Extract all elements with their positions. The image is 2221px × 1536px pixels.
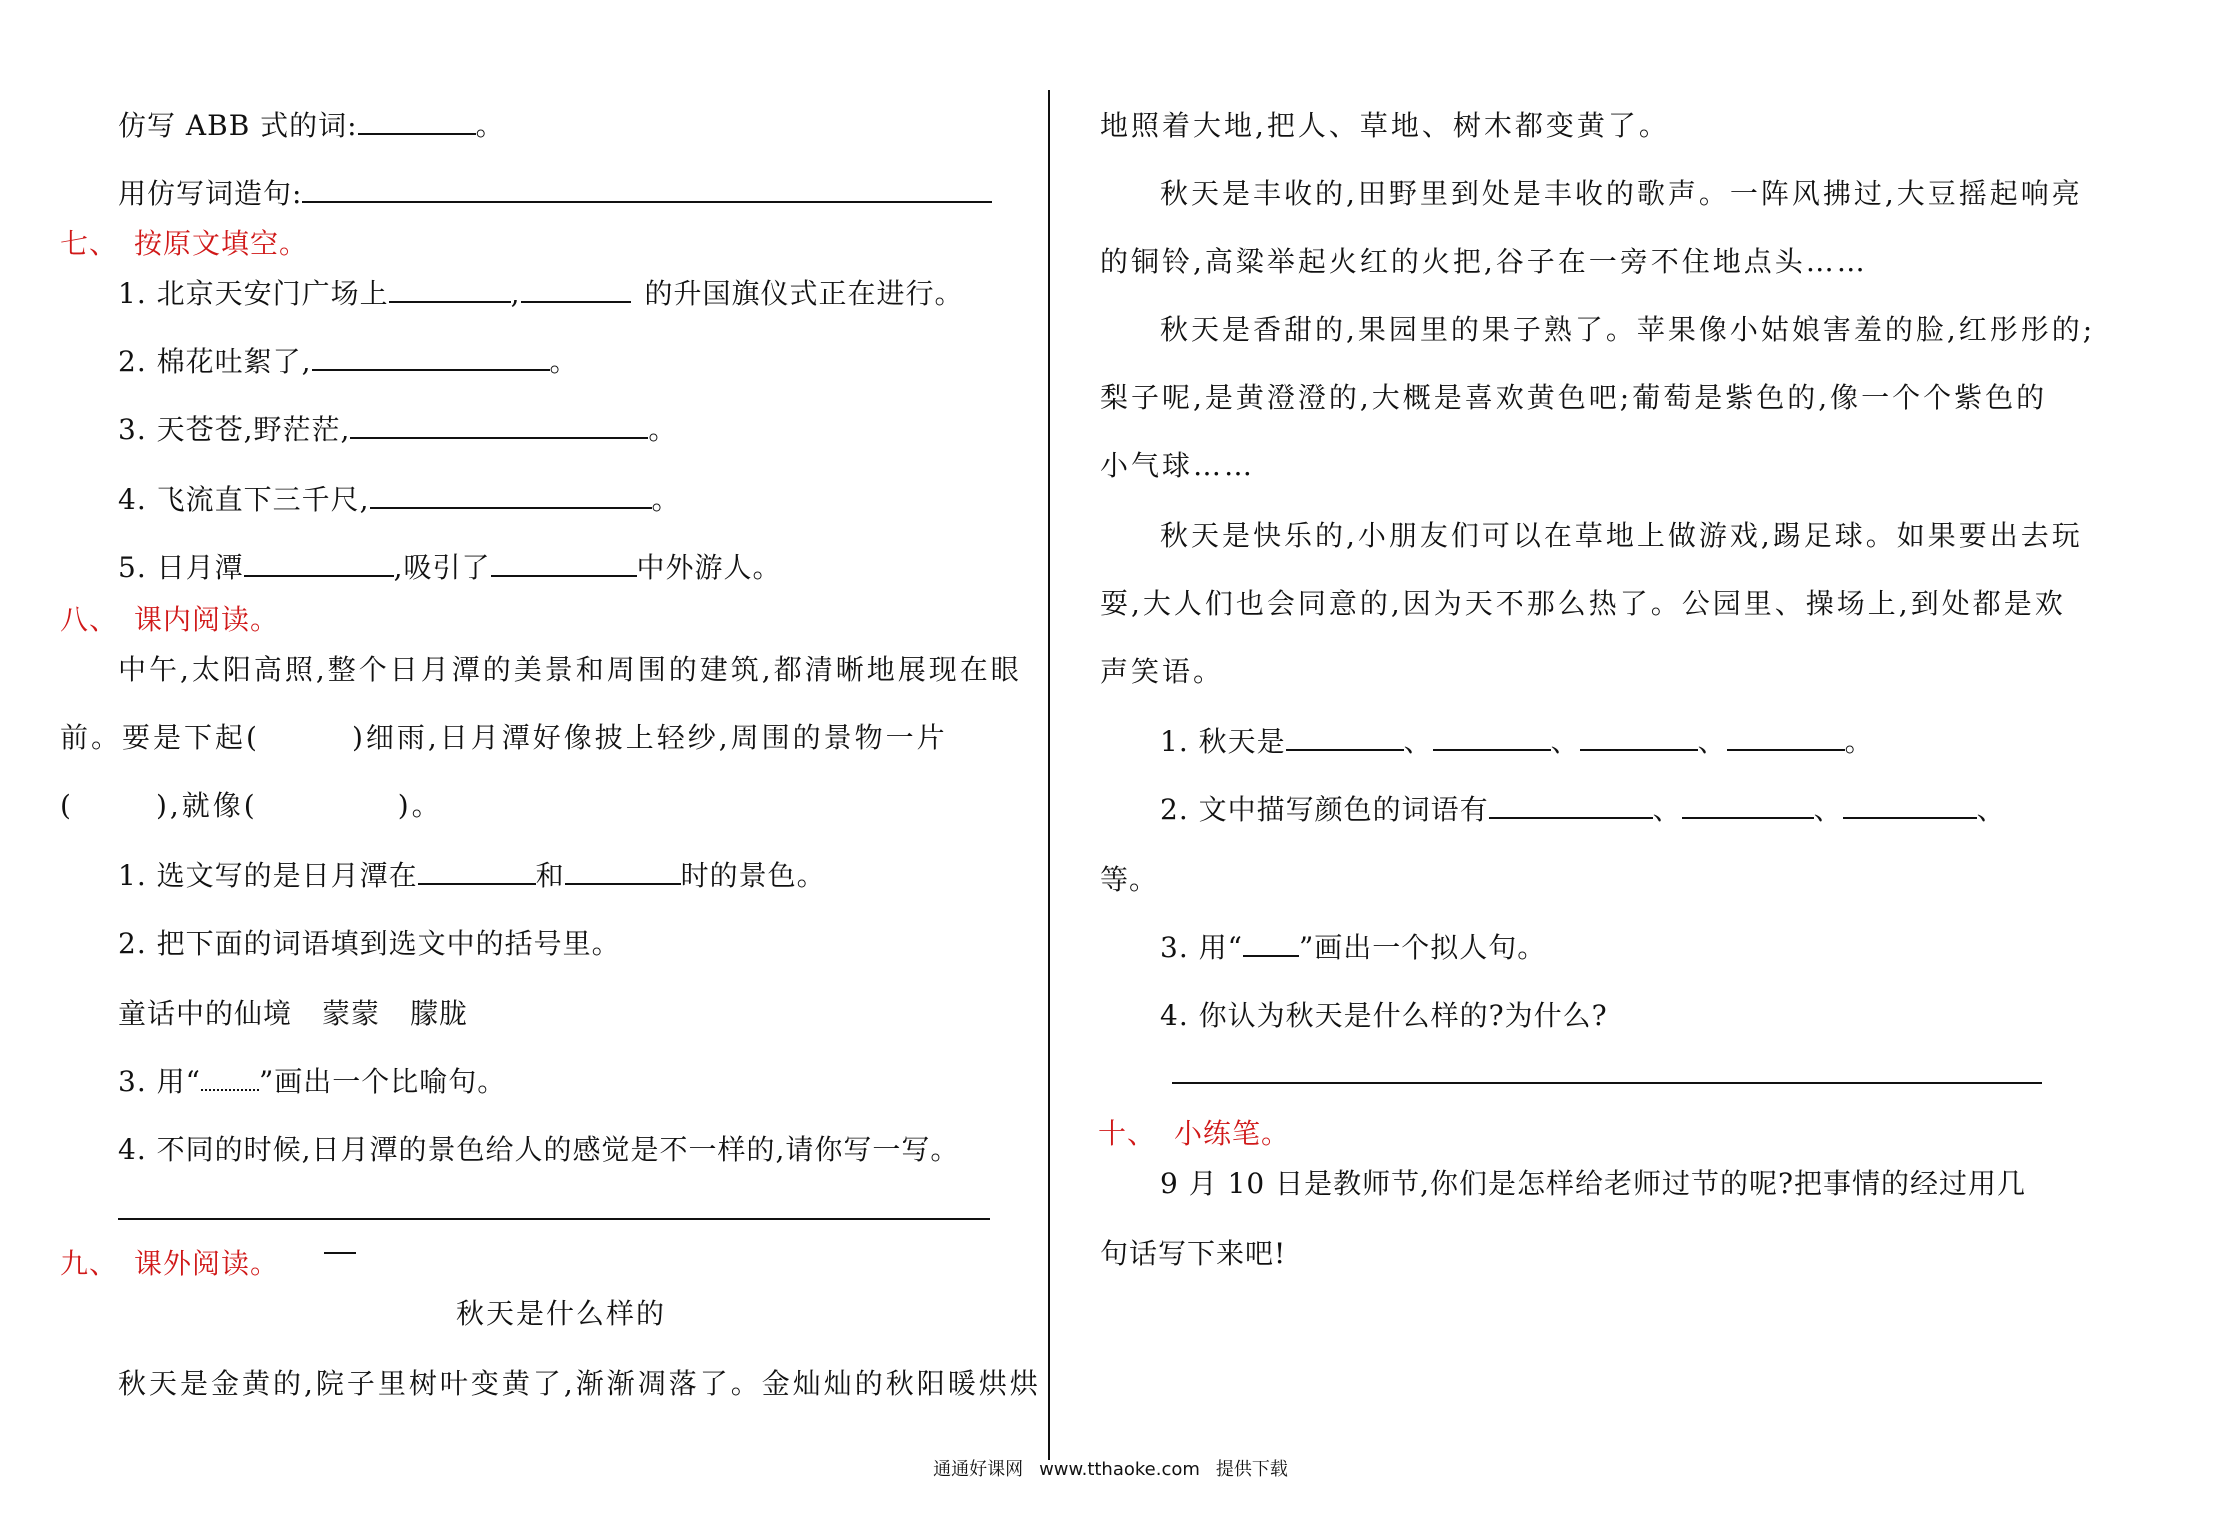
q8-item-1: 1. 选文写的是日月潭在 和 时的景色。 bbox=[118, 859, 826, 892]
q7-2-blank[interactable] bbox=[312, 343, 550, 371]
q7-item-1: 1. 北京天安门广场上 , 的升国旗仪式正在进行。 bbox=[118, 277, 964, 310]
q7-5-blank-a[interactable] bbox=[244, 549, 394, 577]
story-line-3: 秋天是丰收的,田野里到处是丰收的歌声。一阵风拂过,大豆摇起响亮 bbox=[1160, 177, 2083, 210]
sentence-line bbox=[118, 174, 992, 214]
q8-1-blank-b[interactable] bbox=[565, 857, 681, 885]
column-divider bbox=[1048, 90, 1050, 1460]
abb-blank[interactable] bbox=[358, 107, 476, 135]
q9-1-blank-a[interactable] bbox=[1286, 723, 1404, 751]
q9-2-blank-c[interactable] bbox=[1843, 791, 1977, 819]
q8-1-blank-a[interactable] bbox=[418, 857, 536, 885]
story-line-9: 耍,大人们也会同意的,因为天不那么热了。公园里、操场上,到处都是欢 bbox=[1100, 587, 2066, 620]
q9-item-1: 1. 秋天是 、 、 、 。 bbox=[1160, 725, 1874, 758]
word-3: 朦胧 bbox=[410, 997, 469, 1030]
q7-5-blank-b[interactable] bbox=[491, 549, 637, 577]
story-line-5: 秋天是香甜的,果园里的果子熟了。苹果像小姑娘害羞的脸,红彤彤的; bbox=[1160, 313, 2096, 346]
section-10-heading: 十、 小练笔。 bbox=[1098, 1117, 1291, 1150]
passage8-line-1: 中午,太阳高照,整个日月潭的美景和周围的建筑,都清晰地展现在眼 bbox=[118, 653, 1022, 686]
section-9-heading: 九、 课外阅读。 bbox=[60, 1247, 280, 1280]
q9-item-4: 4. 你认为秋天是什么样的?为什么? bbox=[1160, 999, 1608, 1032]
q7-item-4: 4. 飞流直下三千尺, 。 bbox=[118, 483, 681, 516]
word-2: 蒙蒙 bbox=[322, 997, 381, 1030]
q9-item-3: 3. 用“ ”画出一个拟人句。 bbox=[1160, 931, 1547, 964]
section-7-heading: 七、 按原文填空。 bbox=[60, 227, 309, 260]
q9-1-blank-d[interactable] bbox=[1727, 723, 1845, 751]
writing-prompt-2: 句话写下来吧! bbox=[1100, 1237, 1287, 1270]
passage8-line-2: 前。要是下起( )细雨,日月潭好像披上轻纱,周围的景物一片 bbox=[60, 721, 948, 754]
q7-item-2: 2. 棉花吐絮了, 。 bbox=[118, 345, 579, 378]
story-line-1: 秋天是金黄的,院子里树叶变黄了,渐渐凋落了。金灿灿的秋阳暖烘烘 bbox=[118, 1367, 1041, 1400]
q9-2-blank-b[interactable] bbox=[1682, 791, 1814, 819]
footer-url[interactable]: www.tthaoke.com bbox=[1039, 1459, 1200, 1480]
q8-answer-line[interactable] bbox=[118, 1218, 990, 1220]
wavy-underline-sample bbox=[201, 1067, 259, 1091]
q7-1-blank-a[interactable] bbox=[389, 275, 511, 303]
q7-4-blank[interactable] bbox=[370, 481, 652, 509]
q9-1-blank-b[interactable] bbox=[1433, 723, 1551, 751]
word-bank bbox=[118, 994, 468, 1034]
underline-sample bbox=[1243, 929, 1299, 957]
sentence-blank[interactable] bbox=[302, 175, 992, 203]
q9-item-2-cont: 等。 bbox=[1100, 863, 1159, 896]
story-title: 秋天是什么样的 bbox=[456, 1297, 667, 1330]
abb-label: 仿写 ABB 式的词: bbox=[118, 109, 358, 142]
q9-answer-line[interactable] bbox=[1172, 1082, 2042, 1084]
story-line-4: 的铜铃,高粱举起火红的火把,谷子在一旁不住地点头…… bbox=[1100, 245, 1868, 278]
abb-imitation-line: 仿写 ABB 式的词: 。 bbox=[118, 109, 505, 142]
page-footer bbox=[0, 1458, 2221, 1482]
passage8-line-3: ( ),就像( )。 bbox=[60, 789, 443, 822]
q7-3-blank[interactable] bbox=[350, 411, 648, 439]
q9-1-blank-c[interactable] bbox=[1580, 723, 1698, 751]
writing-prompt-1: 9 月 10 日是教师节,你们是怎样给老师过节的呢?把事情的经过用几 bbox=[1160, 1167, 2027, 1200]
story-line-10: 声笑语。 bbox=[1100, 655, 1225, 688]
q8-item-3: 3. 用“ ”画出一个比喻句。 bbox=[118, 1065, 507, 1098]
q7-item-5: 5. 日月潭 ,吸引了 中外游人。 bbox=[118, 551, 782, 584]
q7-item-3: 3. 天苍苍,野茫茫, 。 bbox=[118, 413, 678, 446]
q8-item-2: 2. 把下面的词语填到选文中的括号里。 bbox=[118, 927, 621, 960]
story-line-6: 梨子呢,是黄澄澄的,大概是喜欢黄色吧;葡萄是紫色的,像一个个紫色的 bbox=[1100, 381, 2048, 414]
q7-1-blank-b[interactable] bbox=[521, 275, 631, 303]
q8-item-4: 4. 不同的时候,日月潭的景色给人的感觉是不一样的,请你写一写。 bbox=[118, 1133, 960, 1166]
story-line-2: 地照着大地,把人、草地、树木都变黄了。 bbox=[1100, 109, 1670, 142]
footer-site-name: 通通好课网 bbox=[933, 1459, 1024, 1480]
story-line-8: 秋天是快乐的,小朋友们可以在草地上做游戏,踢足球。如果要出去玩 bbox=[1160, 519, 2083, 552]
q9-item-2: 2. 文中描写颜色的词语有 、 、 、 bbox=[1160, 793, 2006, 826]
q9-2-blank-a[interactable] bbox=[1489, 791, 1653, 819]
section-8-heading: 八、 课内阅读。 bbox=[60, 603, 280, 636]
word-1: 童话中的仙境 bbox=[118, 997, 293, 1030]
sentence-label: 用仿写词造句: bbox=[118, 177, 303, 210]
dash-mark bbox=[324, 1252, 356, 1254]
story-line-7: 小气球…… bbox=[1100, 449, 1256, 482]
footer-note: 提供下载 bbox=[1215, 1459, 1288, 1480]
